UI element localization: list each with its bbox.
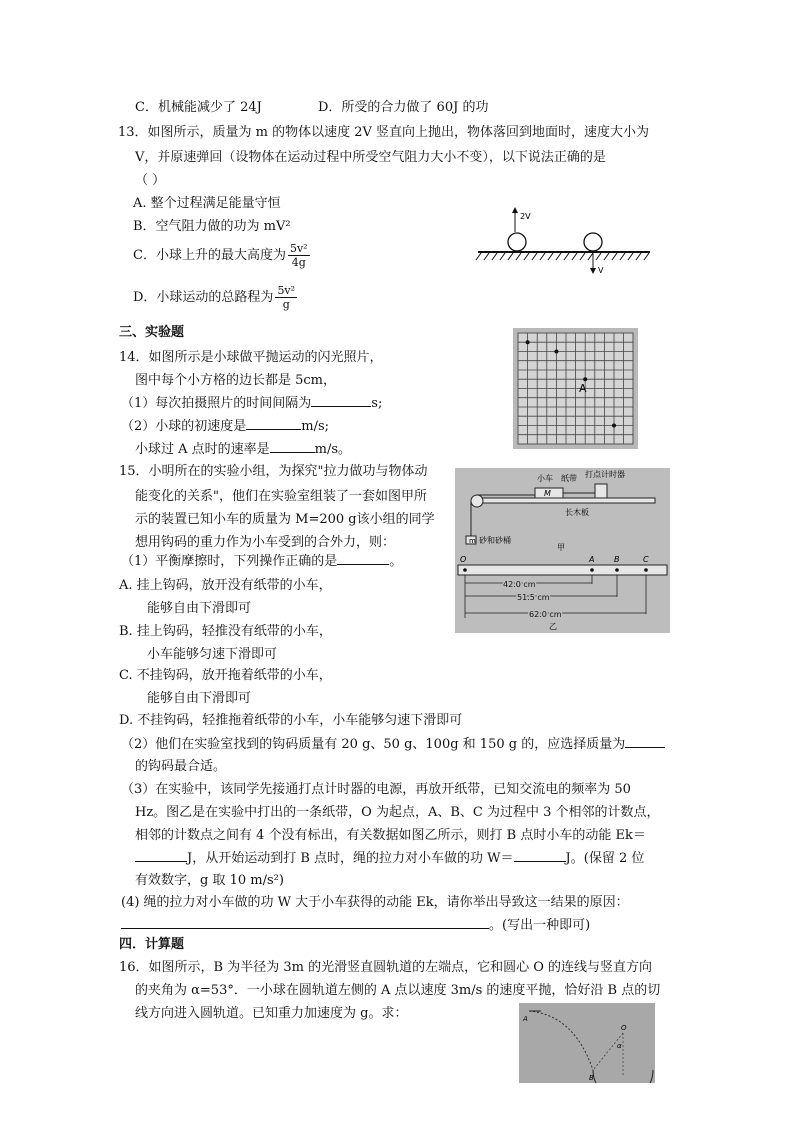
q14-part2 [121, 417, 329, 437]
q14-blank-interval [311, 394, 371, 407]
q13-option-d-prefix: D．小球运动的总路程为 [133, 290, 274, 305]
svg-text:A: A [523, 1015, 528, 1023]
q14-part2-unit: m/s; [301, 419, 330, 434]
q15-blank-ek [135, 849, 187, 862]
svg-text:O: O [460, 555, 467, 564]
q15-apparatus-figure [455, 468, 670, 633]
q13-option-c-numerator: 5v² [289, 242, 308, 255]
q13-stem-line2: V，并原速弹回（设物体在运动过程中所受空气阻力大小不变），以下说法正确的是 [135, 150, 606, 165]
q16-line1: 16．如图所示，B 为半径为 3m 的光滑竖直圆轨道的左端点，它和圆心 O 的连线与竖直方向 [119, 960, 653, 975]
q14-flash-photo-grid [513, 328, 638, 449]
svg-text:51.5 cm: 51.5 cm [517, 593, 550, 602]
q15-part2-text: （2）他们在实验室找到的钩码质量有 20 g、50 g、100g 和 150 g 的，应选择质量为 [121, 737, 626, 752]
q15-option-a-line1: A. 挂上钩码，放开没有纸带的小车， [119, 578, 332, 593]
q15-part3-line1: （3）在实验中，该同学先接通打点计时器的电源，再放开纸带，已知交流电的频率为 50 [121, 782, 631, 797]
flash-point-2 [554, 350, 558, 354]
svg-text:长木板: 长木板 [565, 508, 589, 517]
svg-text:m: m [469, 537, 476, 545]
svg-text:M: M [544, 489, 551, 498]
q15-part1 [121, 552, 402, 572]
q14-blank-speed-a [270, 440, 315, 453]
q15-blank-work [514, 849, 566, 862]
ground-hatching [476, 253, 649, 260]
q13-option-a: A. 整个过程满足能量守恒 [133, 196, 281, 211]
q15-option-c-line1: C. 不挂钩码，放开拖着纸带的小车， [119, 668, 332, 683]
svg-text:砂和砂桶: 砂和砂桶 [479, 536, 511, 545]
svg-text:A: A [589, 555, 595, 564]
q13-option-d-denominator: g [282, 298, 290, 311]
svg-text:62.0 cm: 62.0 cm [529, 610, 562, 619]
q15-part3-line5: 有效数字，g 取 10 m/s²) [135, 873, 284, 888]
q12-option-c: C．机械能减少了 24J [135, 100, 262, 115]
svg-text:42.0 cm: 42.0 cm [503, 580, 536, 589]
q13-option-c-prefix: C．小球上升的最大高度为 [133, 248, 286, 263]
q15-part1-end: 。 [389, 554, 403, 569]
q15-line2: 能变化的关系"，他们在实验室组装了一套如图甲所 [135, 489, 427, 504]
q15-line4: 想用钩码的重力作为小车受到的合外力，则： [135, 535, 396, 550]
svg-text:C: C [643, 555, 649, 564]
q13-stem-line1: 13．如图所示，质量为 m 的物体以速度 2V 竖直向上抛出，物体落回到地面时，速度大小为 [118, 125, 650, 140]
q14-part1 [121, 394, 382, 414]
q15-blank-reason [121, 916, 489, 929]
section-4-title: 四．计算题 [119, 937, 185, 952]
q15-blank-part1 [337, 552, 389, 565]
ball-left [508, 233, 526, 251]
q15-part3-work-text: J，从开始运动到打 B 点时，绳的拉力对小车做的功 W＝ [187, 851, 514, 866]
svg-text:乙: 乙 [549, 622, 557, 631]
q14-line2: 图中每个小方格的边长都是 5cm， [135, 373, 337, 388]
q12-option-d: D．所受的合力做了 60J 的功 [318, 100, 489, 115]
grid-point-label-a: A [579, 382, 587, 395]
ball-right [584, 233, 602, 251]
q15-option-b-line2: 小车能够匀速下滑即可 [147, 647, 278, 662]
q14-part3-unit: m/s。 [314, 442, 352, 457]
q15-option-c-line2: 能够自由下滑即可 [147, 691, 252, 706]
q15-part1-text: （1）平衡摩擦时，下列操作正确的是 [121, 554, 338, 569]
arrow-down-label: V [598, 266, 604, 275]
q13-ball-figure [475, 205, 655, 280]
q13-stem-line3: （ ） [135, 173, 166, 188]
svg-text:α: α [617, 1042, 622, 1050]
section-3-title: 三、实验题 [119, 325, 185, 340]
q15-line1: 15．小明所在的实验小组，为探究"拉力做功与物体动 [119, 464, 428, 479]
q16-circular-track-figure [519, 1003, 655, 1083]
q15-line3: 示的装置已知小车的质量为 M=200 g该小组的同学 [135, 512, 435, 527]
q14-part3-text: 小球过 A 点时的速率是 [135, 442, 270, 457]
q13-option-c [133, 242, 310, 270]
q13-option-d [133, 284, 297, 312]
q15-part3-line4 [135, 849, 644, 869]
flash-point-a [583, 377, 587, 381]
q13-option-d-numerator: 5v² [277, 284, 296, 297]
q14-part2-text: （2）小球的初速度是 [121, 419, 247, 434]
tape-strip [458, 565, 667, 575]
q13-option-d-fraction [275, 284, 297, 311]
q15-part3-line3: 相邻的计数点之间有 4 个没有标出，有关数据如图乙所示，则打 B 点时小车的动能 Ek＝ [135, 828, 646, 843]
svg-text:小车: 小车 [537, 474, 553, 483]
svg-text:纸带: 纸带 [561, 474, 577, 483]
q15-part3-line2: Hz。图乙是在实验中打出的一条纸带，O 为起点，A、B、C 为过程中 3 个相邻的计数点， [135, 805, 660, 820]
q14-part1-unit: s; [371, 396, 383, 411]
svg-text:打点计时器: 打点计时器 [585, 470, 625, 479]
q13-option-c-fraction [288, 242, 310, 269]
svg-text:B: B [589, 1074, 594, 1082]
flash-point-1 [526, 340, 530, 344]
svg-text:B: B [614, 555, 620, 564]
q15-part2-line2: 的钩码最合适。 [135, 759, 227, 774]
q14-part1-text: （1）每次拍摄照片的时间间隔为 [121, 396, 312, 411]
q13-option-c-denominator: 4g [291, 256, 306, 269]
svg-text:甲: 甲 [557, 543, 565, 552]
q15-option-a-line2: 能够自由下滑即可 [147, 601, 252, 616]
q15-part2-line1 [121, 735, 665, 755]
q15-part3-precision: J。(保留 2 位 [565, 851, 645, 866]
q14-line1: 14．如图所示是小球做平抛运动的闪光照片， [119, 350, 383, 365]
q15-part4-end: 。(写出一种即可) [489, 918, 591, 933]
q14-blank-velocity [246, 417, 301, 430]
flash-point-4 [612, 424, 616, 428]
q15-option-b-line1: B. 挂上钩码，轻推没有纸带的小车， [119, 624, 332, 639]
svg-text:O: O [621, 1024, 627, 1032]
arrow-up-label: 2V [520, 212, 531, 221]
long-board [475, 498, 655, 503]
q16-line3: 线方向进入圆轨道。已知重力加速度为 g。求： [135, 1006, 408, 1021]
q16-line2: 的夹角为 α=53°．一小球在圆轨道左侧的 A 点以速度 3m/s 的速度平抛，恰好沿 B 点的切 [135, 983, 661, 998]
q14-part3 [135, 440, 351, 460]
q15-blank-mass [625, 735, 665, 748]
q13-option-b: B．空气阻力做的功为 mV² [133, 219, 291, 234]
q15-part4-line1: (4) 绳的拉力对小车做的功 W 大于小车获得的动能 Ek，请你举出导致这一结果的原因： [121, 895, 629, 910]
q15-part4-line2 [121, 916, 590, 936]
pulley [471, 495, 483, 507]
q15-option-d: D. 不挂钩码，轻推拖着纸带的小车，小车能够匀速下滑即可 [119, 713, 463, 728]
timer [595, 484, 607, 498]
